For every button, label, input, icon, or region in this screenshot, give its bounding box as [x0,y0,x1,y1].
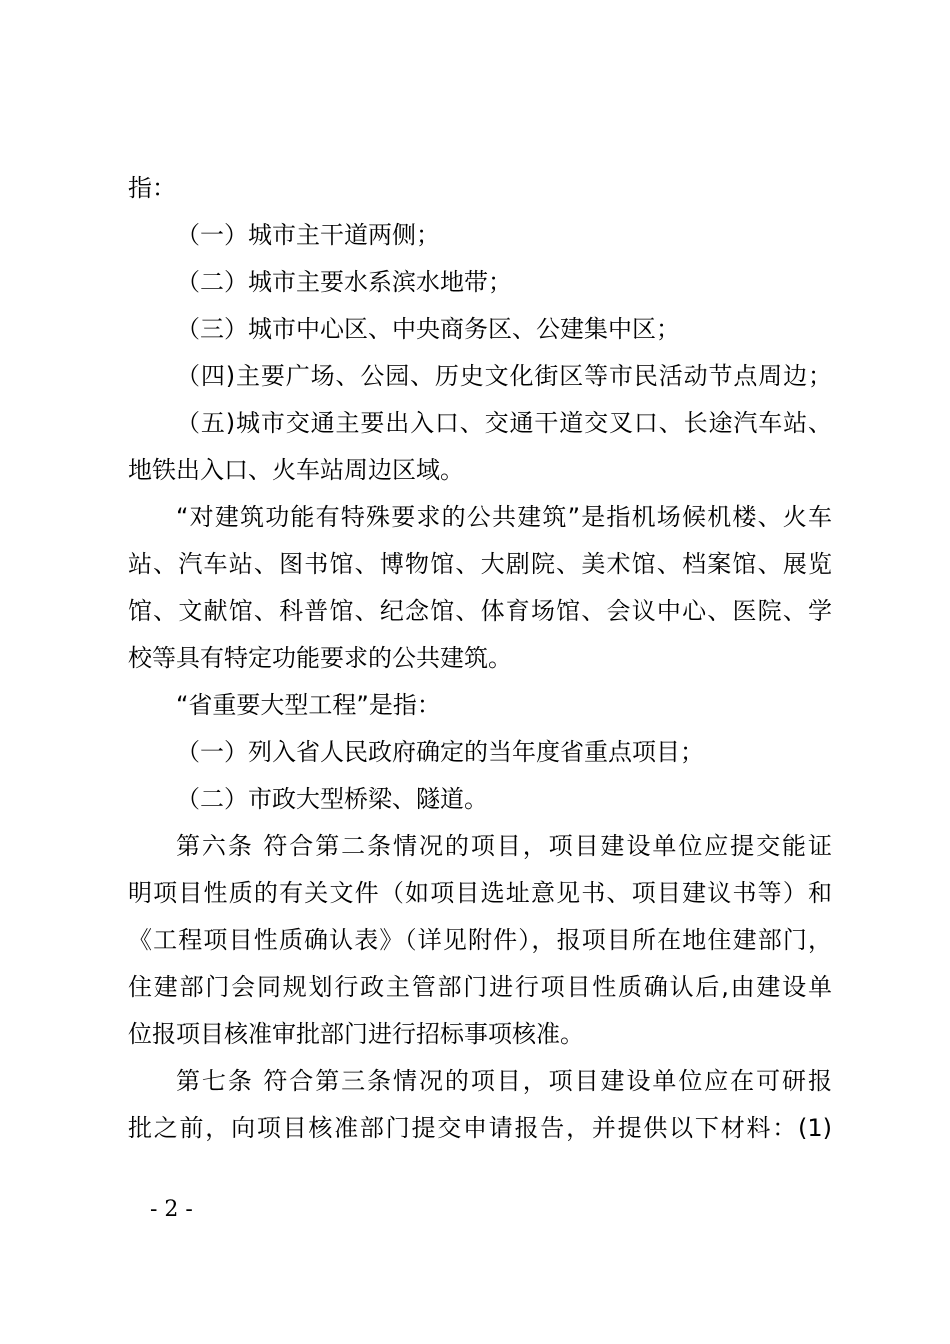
paragraph-line: 《工程项目性质确认表》（详见附件），报项目所在地住建部门， [128,926,832,954]
paragraph-line: （四)主要广场、公园、历史文化街区等市民活动节点周边； [176,362,832,390]
paragraph-line: 住建部门会同规划行政主管部门进行项目性质确认后,由建设单 [128,973,832,1001]
paragraph-line: 校等具有特定功能要求的公共建筑。 [128,644,512,672]
paragraph-line: 第七条 符合第三条情况的项目，项目建设单位应在可研报 [176,1067,832,1095]
paragraph-line: （一）列入省人民政府确定的当年度省重点项目； [176,738,704,766]
paragraph-line: “对建筑功能有特殊要求的公共建筑”是指机场候机楼、火车 [176,503,832,531]
paragraph-line: 第六条 符合第二条情况的项目，项目建设单位应提交能证 [176,832,832,860]
paragraph-line: 批之前，向项目核准部门提交申请报告，并提供以下材料：(1) [128,1114,832,1142]
paragraph-line: 指： [128,174,176,202]
paragraph-line: 地铁出入口、火车站周边区域。 [128,456,464,484]
paragraph-line: （三）城市中心区、中央商务区、公建集中区； [176,315,680,343]
paragraph-line: （一）城市主干道两侧； [176,221,440,249]
page-number: - 2 - [150,1197,193,1222]
paragraph-line: 馆、文献馆、科普馆、纪念馆、体育场馆、会议中心、医院、学 [128,597,832,625]
paragraph-line: 站、汽车站、图书馆、博物馆、大剧院、美术馆、档案馆、展览 [128,550,832,578]
paragraph-line: （五)城市交通主要出入口、交通干道交叉口、长途汽车站、 [176,409,832,437]
paragraph-line: “省重要大型工程”是指： [176,691,441,719]
paragraph-line: 位报项目核准审批部门进行招标事项核准。 [128,1020,584,1048]
body-text [128,168,832,1155]
paragraph-line: （二）市政大型桥梁、隧道。 [176,785,488,813]
paragraph-line: （二）城市主要水系滨水地带； [176,268,512,296]
paragraph-line: 明项目性质的有关文件（如项目选址意见书、项目建议书等）和 [128,879,832,907]
